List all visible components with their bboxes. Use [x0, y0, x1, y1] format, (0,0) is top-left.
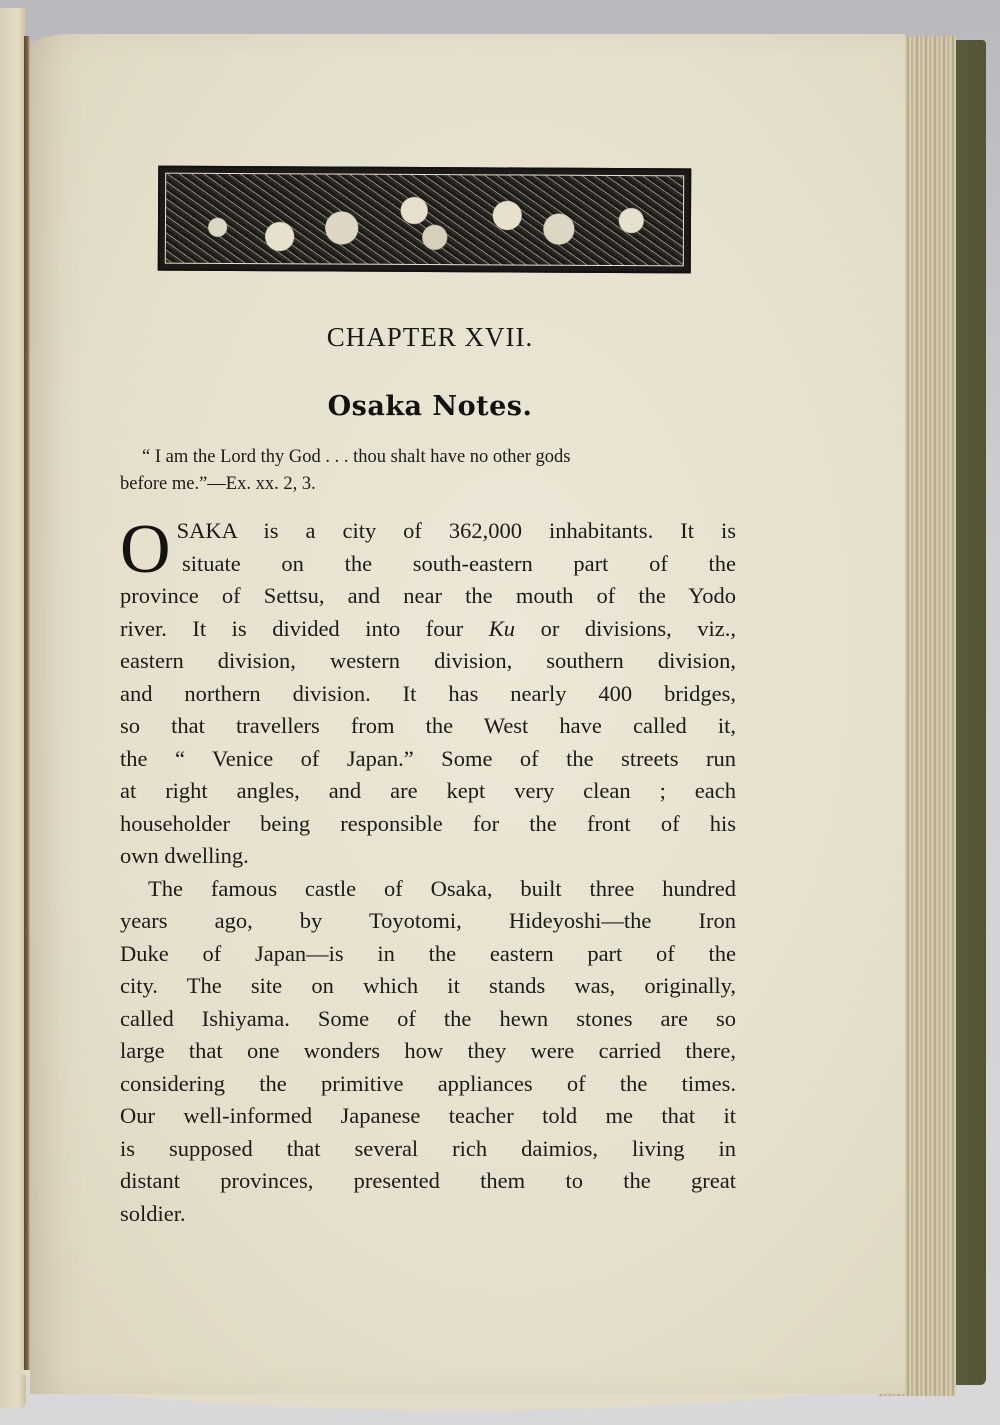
leaf-fruit-engraving-icon [165, 173, 684, 267]
paragraph [120, 511, 736, 873]
text-line: Duke of Japan—is in the eastern part of the [120, 940, 736, 966]
text-line: SAKA is a city of 362,000 inhabitants. It is [176, 518, 736, 543]
text-line: soldier. [120, 1200, 186, 1226]
text-fragment: river. It is divided into four [120, 615, 464, 641]
text-line: considering the primitive appliances of the times. [120, 1070, 736, 1096]
text-line: called Ishiyama. Some of the hewn stones are so [120, 1005, 736, 1031]
paragraph [120, 873, 736, 1231]
drop-cap: O [120, 511, 171, 588]
text-line: so that travellers from the West have called it, [120, 713, 736, 738]
section-title: Osaka Notes. [327, 391, 533, 422]
text-line: Our well-informed Japanese teacher told me that it [120, 1103, 736, 1128]
text-line: distant provinces, presented them to the great [120, 1168, 736, 1193]
text-line: large that one wonders how they were carried there, [120, 1038, 736, 1063]
text-line: The famous castle of Osaka, built three hundred [148, 875, 736, 901]
text-line: eastern division, western division, southern division, [120, 648, 736, 673]
text-fragment: or divisions, viz., [540, 615, 736, 641]
text-line: householder being responsible for the front of his [120, 810, 736, 836]
chapter-heading: CHAPTER XVII. [326, 322, 534, 352]
epigraph-line: before me.”—Ex. xx. 2, 3. [120, 474, 316, 494]
floral-headpiece-ornament [158, 166, 692, 274]
italic-term: Ku [488, 615, 516, 641]
text-line: at right angles, and are kept very clean ; each [120, 778, 736, 803]
text-line [120, 613, 736, 646]
text-line: is supposed that several rich daimios, living in [120, 1135, 736, 1161]
body-text [120, 511, 736, 1230]
text-line: the “ Venice of Japan.” Some of the streets run [120, 745, 736, 771]
epigraph-line: “ I am the Lord thy God . . . thou shalt have no other gods [142, 447, 571, 467]
text-line: and northern division. It has nearly 400 bridges, [120, 680, 736, 706]
text-line: province of Settsu, and near the mouth of the Yodo [120, 583, 736, 608]
facing-page-edge [0, 8, 26, 1408]
text-line: situate on the south-eastern part of the [182, 550, 736, 576]
text-line: years ago, by Toyotomi, Hideyoshi—the Iron [120, 908, 736, 933]
text-line: own dwelling. [120, 843, 249, 868]
epigraph [120, 444, 740, 498]
text-line: city. The site on which it stands was, originally, [120, 973, 736, 998]
